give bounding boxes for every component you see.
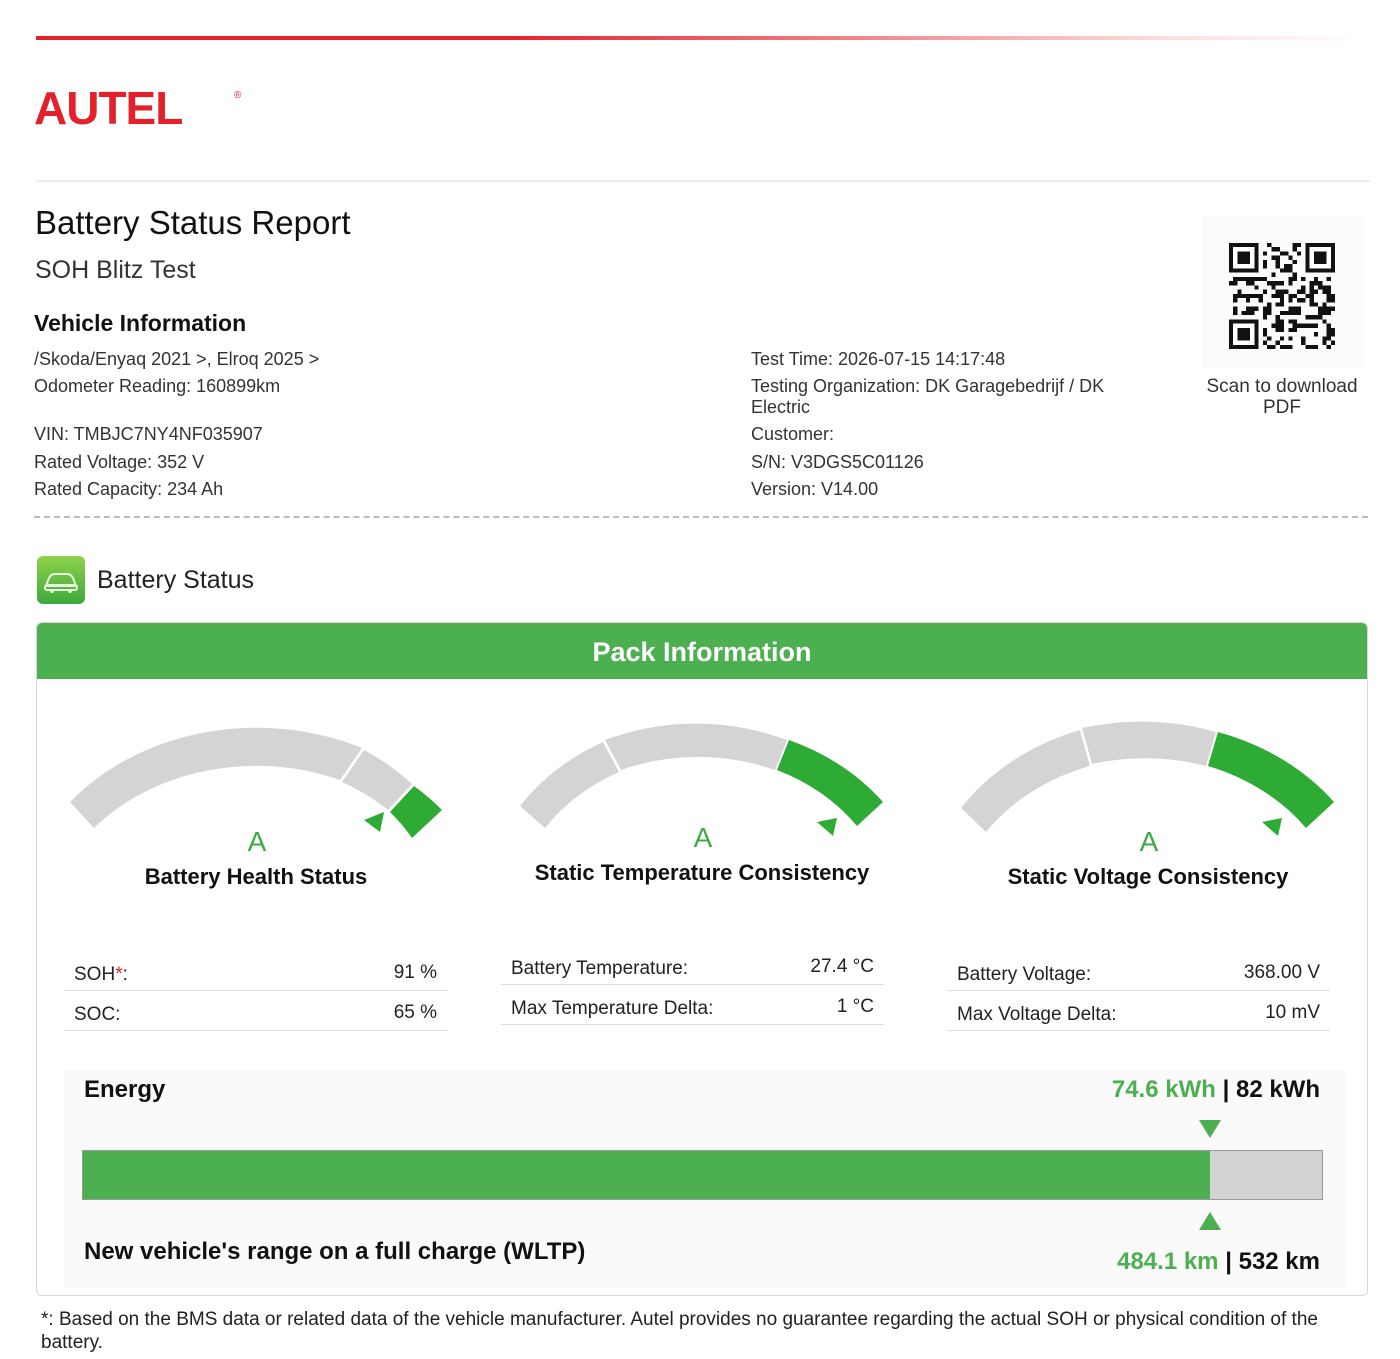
svg-text:AUTEL: AUTEL bbox=[34, 86, 183, 130]
gauge-segment-green bbox=[1208, 732, 1334, 828]
energy-bar-fill bbox=[83, 1151, 1210, 1199]
qr-caption-line1: Scan to download bbox=[1206, 376, 1358, 397]
energy-total: 82 kWh bbox=[1235, 1076, 1320, 1103]
energy-marker-down-icon bbox=[1199, 1120, 1221, 1138]
header-separator bbox=[36, 180, 1370, 182]
battery-car-icon bbox=[37, 556, 85, 604]
voltage-delta-label: Max Voltage Delta: bbox=[957, 1004, 1117, 1025]
testing-organization-cont: Electric bbox=[751, 397, 811, 417]
testing-organization: Testing Organization: DK Garagebedrijf / DK bbox=[751, 376, 1105, 396]
soc-value: 65 % bbox=[393, 1002, 437, 1023]
battery-voltage-label: Battery Voltage: bbox=[957, 964, 1092, 985]
gauge-pointer bbox=[817, 818, 837, 836]
gauge-pointer bbox=[364, 812, 384, 832]
metric-row-battery-temperature bbox=[501, 946, 884, 985]
vehicle-model: /Skoda/Enyaq 2021 >, Elroq 2025 > bbox=[34, 349, 320, 369]
temperature-consistency-label: Static Temperature Consistency bbox=[534, 860, 870, 885]
gauge-segment-gray bbox=[70, 728, 362, 828]
soh-footnote-mark: * bbox=[115, 964, 123, 985]
battery-temperature-value: 27.4 °C bbox=[810, 956, 874, 977]
rated-capacity: Rated Capacity: 234 Ah bbox=[34, 479, 224, 499]
energy-bar bbox=[82, 1150, 1323, 1200]
qr-caption-line2: PDF bbox=[1263, 397, 1301, 418]
voltage-consistency-grade: A bbox=[1139, 826, 1159, 857]
temperature-delta-value: 1 °C bbox=[836, 996, 874, 1017]
metric-row-temperature-delta bbox=[501, 986, 884, 1025]
gauge-segment-gray bbox=[1082, 722, 1216, 766]
gauge-segment-green bbox=[777, 740, 883, 826]
range-values bbox=[1117, 1248, 1320, 1276]
temperature-consistency-gauge bbox=[515, 710, 895, 840]
temperature-consistency-grade: A bbox=[693, 822, 713, 853]
range-marker-up-icon bbox=[1199, 1212, 1221, 1230]
vehicle-info-heading: Vehicle Information bbox=[34, 310, 247, 336]
temperature-delta-label: Max Temperature Delta: bbox=[511, 998, 714, 1019]
soh-value: 91 % bbox=[393, 962, 437, 983]
test-time: Test Time: 2026-07-15 14:17:48 bbox=[751, 349, 1006, 369]
pack-information-header: Pack Information bbox=[37, 623, 1367, 679]
gauge-segment-gray bbox=[605, 724, 787, 770]
report-subtitle: SOH Blitz Test bbox=[35, 256, 196, 284]
serial-number: S/N: V3DGS5C01126 bbox=[751, 452, 924, 472]
energy-separator: | bbox=[1222, 1076, 1230, 1103]
voltage-consistency-gauge bbox=[956, 710, 1341, 840]
range-title: New vehicle's range on a full charge (WLTP) bbox=[84, 1238, 586, 1265]
metric-row-battery-voltage bbox=[947, 952, 1330, 991]
qr-code[interactable] bbox=[1229, 243, 1335, 354]
battery-temperature-label: Battery Temperature: bbox=[511, 958, 689, 979]
gauge-segment-gray bbox=[520, 742, 619, 828]
battery-status-title: Battery Status bbox=[97, 566, 255, 594]
battery-voltage-value: 368.00 V bbox=[1243, 962, 1320, 983]
header-accent-line bbox=[36, 36, 1366, 40]
gauge-pointer bbox=[1262, 818, 1282, 836]
metric-row-voltage-delta bbox=[947, 992, 1330, 1031]
range-total: 532 km bbox=[1238, 1248, 1320, 1275]
battery-health-grade: A bbox=[247, 826, 267, 857]
metric-row-soh bbox=[64, 952, 447, 991]
report-title: Battery Status Report bbox=[35, 204, 351, 241]
soh-label: SOH*: bbox=[74, 964, 128, 985]
gauge-segment-gray bbox=[961, 730, 1090, 832]
svg-text:®: ® bbox=[234, 90, 242, 101]
version: Version: V14.00 bbox=[751, 479, 879, 499]
battery-health-gauge bbox=[62, 710, 452, 840]
qr-caption bbox=[1196, 376, 1368, 418]
voltage-delta-value: 10 mV bbox=[1265, 1002, 1320, 1023]
footnote: *: Based on the BMS data or related data of the vehicle manufacturer. Autel provides no guarantee regarding the actual SOH or physical condition of the battery. bbox=[41, 1309, 1318, 1353]
autel-logo bbox=[34, 86, 249, 135]
rated-voltage: Rated Voltage: 352 V bbox=[34, 452, 205, 472]
odometer-reading: Odometer Reading: 160899km bbox=[34, 376, 281, 396]
battery-health-label: Battery Health Status bbox=[144, 864, 368, 889]
energy-title: Energy bbox=[84, 1076, 166, 1103]
soc-label: SOC: bbox=[74, 1004, 121, 1025]
metric-row-soc bbox=[64, 992, 447, 1031]
energy-values bbox=[1112, 1076, 1320, 1104]
customer: Customer: bbox=[751, 424, 835, 444]
section-divider bbox=[34, 516, 1368, 518]
range-separator: | bbox=[1225, 1248, 1232, 1275]
range-current: 484.1 km bbox=[1117, 1248, 1219, 1275]
energy-current: 74.6 kWh bbox=[1111, 1076, 1216, 1103]
voltage-consistency-label: Static Voltage Consistency bbox=[1007, 864, 1289, 889]
vin: VIN: TMBJC7NY4NF035907 bbox=[34, 424, 263, 444]
